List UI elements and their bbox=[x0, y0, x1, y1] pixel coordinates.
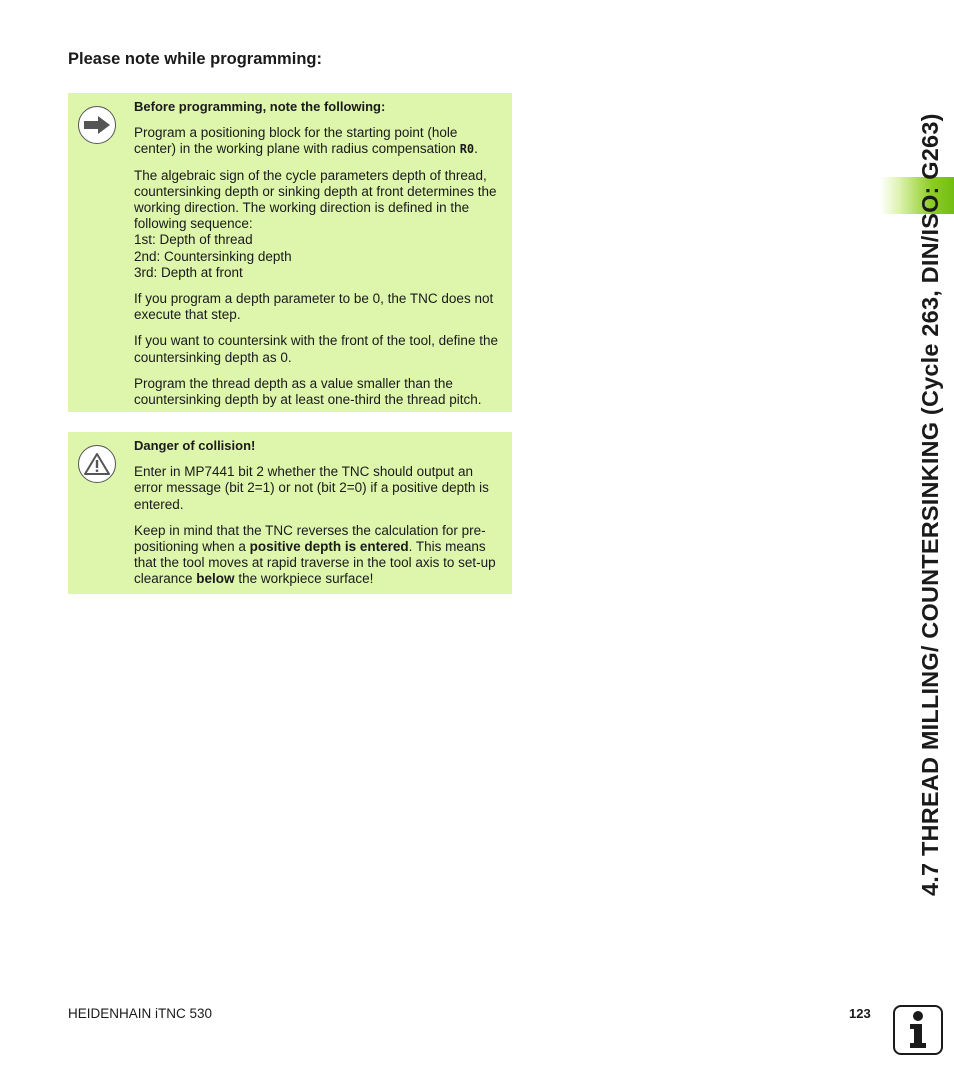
footer-product-name: HEIDENHAIN iTNC 530 bbox=[68, 1006, 213, 1021]
side-chapter-title: 4.7 THREAD MILLING/ COUNTERSINKING (Cycle 263, DIN/ISO: G263) bbox=[917, 113, 943, 896]
note-paragraph-4: If you want to countersink with the front of the tool, define the countersinking depth as 0. bbox=[134, 333, 498, 365]
note-paragraph-2: The algebraic sign of the cycle parameters depth of thread, countersinking depth or sinking depth at front determines the working direction. The working direction is defined in the following sequence: 1st: Depth of thread 2nd: Countersinking depth 3rd: Depth at front bbox=[134, 167, 497, 280]
note-paragraph-1: Program a positioning block for the starting point (hole center) in the working plane with radius compensation R0. bbox=[134, 125, 478, 157]
warning-paragraph-1: Enter in MP7441 bit 2 whether the TNC should output an error message (bit 2=1) or not (bit 2=0) if a positive depth is entered. bbox=[134, 464, 489, 512]
warning-box bbox=[68, 432, 512, 594]
warning-triangle-icon bbox=[78, 445, 116, 483]
note-title: Before programming, note the following: bbox=[134, 99, 386, 114]
info-icon bbox=[893, 1005, 943, 1055]
warning-title: Danger of collision! bbox=[134, 438, 256, 453]
code-r0: R0 bbox=[459, 142, 475, 157]
section-heading: Please note while programming: bbox=[68, 50, 322, 68]
note-paragraph-3: If you program a depth parameter to be 0, the TNC does not execute that step. bbox=[134, 291, 494, 323]
note-paragraph-5: Program the thread depth as a value smaller than the countersinking depth by at least one-third the thread pitch. bbox=[134, 375, 482, 408]
note-box bbox=[68, 93, 512, 412]
arrow-right-icon bbox=[78, 106, 116, 144]
page-number: 123 bbox=[849, 1006, 871, 1021]
warning-paragraph-2: Keep in mind that the TNC reverses the calculation for pre-positioning when a positive depth is entered. This means that the tool moves at rapid traverse in the tool axis to set-up clearance below the workpiece surface! bbox=[134, 522, 496, 587]
